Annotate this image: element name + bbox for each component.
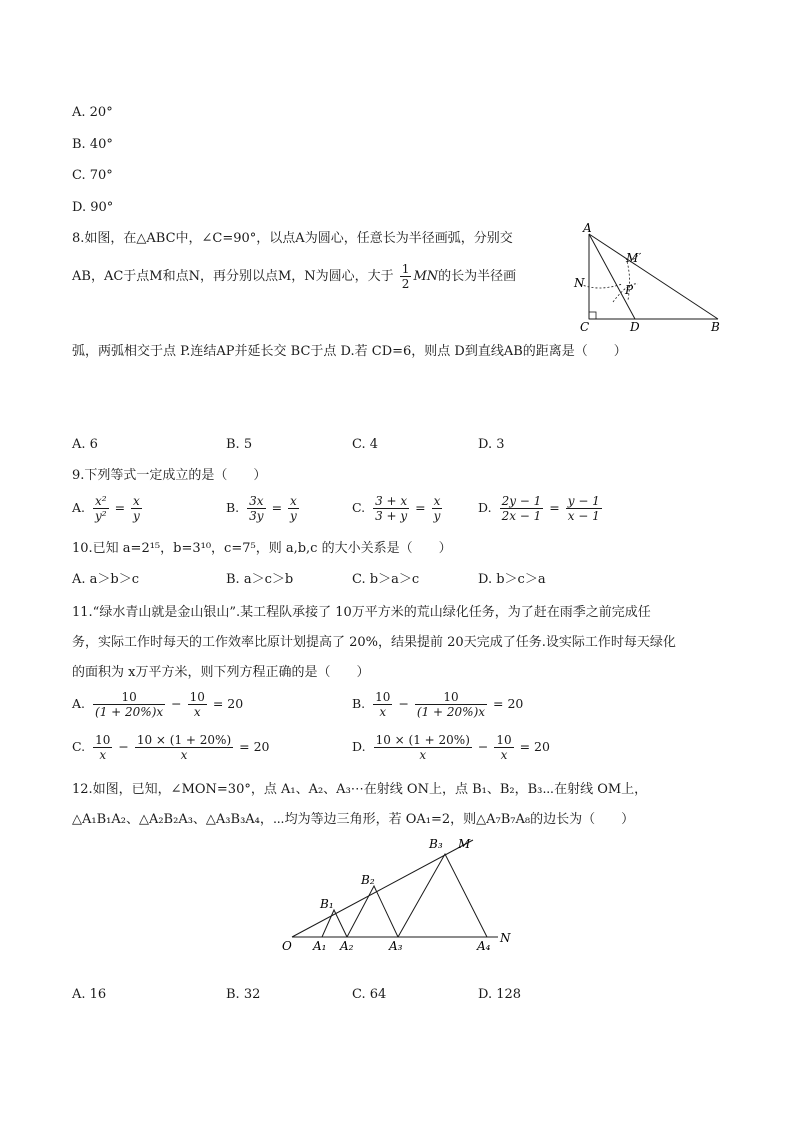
- q9-c-left: [373, 494, 409, 523]
- q9-a-right-den: y: [133, 509, 140, 523]
- q9-c-right-num: x: [433, 494, 441, 508]
- q9-b-left: [247, 494, 265, 523]
- q9-option-c: C. $\frac{3 + x}{3 + y}$ = $\frac{x}{y}$: [352, 494, 441, 523]
- q8-arc-n: [580, 284, 622, 288]
- q9-d-left-den: 2x − 1: [501, 509, 542, 523]
- q9-b-left-num: 3x: [247, 494, 265, 509]
- q11-option-a: [72, 690, 243, 719]
- q9-c-right-den: y: [433, 509, 441, 523]
- q12-label-a3: A₃: [389, 939, 403, 953]
- q11-d-label: D.: [352, 739, 366, 754]
- q8-side-ab: [589, 234, 718, 319]
- q11-b-label: B.: [352, 696, 366, 711]
- q11-c-f1-num: 10: [95, 733, 111, 747]
- q9-a-right: [131, 494, 142, 523]
- prev-option-a: A. 20°: [72, 105, 113, 120]
- q12-stem-line1: 12.如图，已知，∠MON=30°，点 A₁、A₂、A₃⋯在射线 ON上，点 B₁、B₂，B₃⋯在射线 OM上，: [72, 782, 648, 797]
- q12-stem-line2: △A₁B₁A₂、△A₂B₂A₃、△A₃B₃A₄，⋯均为等边三角形，若 OA₁=2，则△A₇B₇A₈的边长为（ ）: [72, 812, 635, 827]
- q9-a-left: [93, 494, 109, 523]
- q12-label-a4: A₄: [477, 939, 491, 953]
- q8-option-d: D. 3: [478, 437, 505, 452]
- q11-b-frac1: [373, 690, 392, 719]
- q9-option-b: B. $\frac{3x}{3y}$ = $\frac{x}{y}$: [226, 494, 297, 523]
- prev-option-c: C. 70°: [72, 168, 113, 183]
- q8-line-ad: [589, 234, 635, 319]
- q11-stem-line2: 务，实际工作时每天的工作效率比原计划提高了 20%，结果提前 20天完成了任务.设实际工作时每天绿化: [72, 635, 676, 650]
- q11-a-label: A.: [72, 696, 86, 711]
- q10-stem: 10.已知 a=2¹⁵，b=3¹⁰，c=7⁵，则 a,b,c 的大小关系是（ ）: [72, 541, 452, 556]
- q10-option-c: C. b＞a＞c: [352, 572, 420, 587]
- q10-option-d: D. b＞c＞a: [478, 572, 546, 587]
- q11-c-rhs: = 20: [239, 739, 270, 754]
- q11-c-f1-den: x: [99, 748, 107, 762]
- q8-frac-num: 1: [401, 262, 410, 276]
- q12-label-m: M: [458, 837, 471, 851]
- q12-label-o: O: [282, 939, 292, 953]
- q9-b-left-den: 3y: [249, 509, 264, 523]
- q8-label-b: B: [711, 320, 720, 334]
- q9-b-label: B.: [226, 500, 240, 515]
- q11-option-c: [72, 733, 269, 762]
- q11-a-rhs: = 20: [212, 696, 244, 711]
- q8-right-angle-mark: [589, 312, 596, 319]
- q9-option-d: D. $\frac{2y - 1}{2x - 1}$ = $\frac{y - 1}{x - 1}$: [478, 494, 600, 523]
- q11-a-op: −: [171, 696, 182, 711]
- q11-b-f2-den: (1 + 20%)x: [416, 705, 486, 719]
- q8-mn: MN: [413, 269, 439, 284]
- q9-a-right-num: x: [133, 494, 140, 508]
- q11-b-f1-num: 10: [375, 690, 391, 704]
- q8-stem-line2-a: AB，AC于点M和点N，再分别以点M，N为圆心，大于: [72, 269, 394, 284]
- q11-d-frac2: [494, 733, 513, 762]
- q8-option-b: B. 5: [226, 437, 253, 452]
- q11-b-frac2: [415, 690, 487, 719]
- q12-triangle-3: [398, 854, 487, 937]
- q11-d-f2-den: x: [500, 748, 508, 762]
- q9-a-left-den: y²: [95, 509, 107, 523]
- q12-label-b3: B₃: [429, 837, 443, 851]
- q11-option-d: [352, 733, 550, 762]
- q11-d-rhs: = 20: [519, 739, 550, 754]
- q11-c-op: −: [118, 739, 129, 754]
- q8-label-n: N: [574, 276, 585, 290]
- q11-a-f2-num: 10: [189, 690, 205, 704]
- q8-label-m: M: [626, 251, 639, 265]
- q8-triangle-figure: [568, 222, 728, 334]
- q9-c-left-num: 3 + x: [373, 494, 409, 509]
- q11-c-f2-den: x: [180, 748, 188, 762]
- q8-option-a: A. 6: [72, 437, 98, 452]
- q12-label-b1: B₁: [320, 897, 334, 911]
- q12-option-d: D. 128: [478, 987, 522, 1002]
- q9-b-right: [288, 494, 299, 523]
- q12-ray-om: [292, 840, 473, 937]
- q11-d-op: −: [477, 739, 489, 754]
- q11-a-frac1: [93, 690, 165, 719]
- q9-option-a: A. $\frac{\text{x²}}{\text{y²}}$ = $\frac{x}{y}$: [72, 494, 140, 523]
- q9-c-left-den: 3 + y: [375, 509, 408, 523]
- q11-a-frac2: [188, 690, 207, 719]
- q12-label-b2: B₂: [361, 873, 375, 887]
- q12-option-b: B. 32: [226, 987, 261, 1002]
- q11-c-label: C.: [72, 739, 86, 754]
- q11-c-f2-num: 10 × (1 + 20%): [136, 733, 232, 747]
- q11-a-f1-num: 10: [93, 690, 165, 705]
- q11-b-op: −: [398, 696, 409, 711]
- q11-option-b: [352, 690, 523, 719]
- q8-stem-line2: [72, 262, 516, 291]
- q11-d-f2-num: 10: [496, 733, 512, 747]
- q8-frac-den: 2: [401, 277, 410, 291]
- q9-d-right-num: y − 1: [567, 494, 600, 508]
- q10-option-a: A. a＞b＞c: [72, 572, 140, 587]
- prev-option-d: D. 90°: [72, 200, 114, 215]
- q9-a-label: A.: [72, 500, 86, 515]
- q11-d-f1-den: x: [419, 748, 427, 762]
- q9-d-left: [500, 494, 544, 523]
- q12-triangles-figure: [278, 832, 523, 956]
- q11-b-f2-num: 10: [415, 690, 487, 705]
- q8-stem-line2-b: 的长为半径画: [438, 269, 517, 284]
- q11-c-frac2: [135, 733, 233, 762]
- q9-b-right-den: y: [290, 509, 297, 523]
- q11-stem-line3: 的面积为 x万平方米，则下列方程正确的是（ ）: [72, 665, 370, 680]
- q11-c-frac1: [93, 733, 112, 762]
- q9-d-left-num: 2y − 1: [501, 494, 542, 508]
- q9-d-right-den: x − 1: [567, 509, 600, 523]
- q8-label-p: P: [625, 283, 634, 297]
- q9-a-left-num: x²: [93, 494, 109, 509]
- q8-stem-line1: 8.如图，在△ABC中，∠C=90°，以点A为圆心，任意长为半径画弧，分别交: [72, 231, 513, 246]
- q11-a-f1-den: (1 + 20%)x: [95, 705, 164, 719]
- q12-label-a1: A₁: [313, 939, 327, 953]
- q9-b-right-num: x: [290, 494, 297, 508]
- q11-b-f1-den: x: [379, 705, 387, 719]
- q10-option-b: B. a＞c＞b: [226, 572, 294, 587]
- q9-stem: 9.下列等式一定成立的是（ ）: [72, 468, 267, 483]
- q8-option-c: C. 4: [352, 437, 379, 452]
- q9-d-label: D.: [478, 500, 492, 515]
- q11-d-f1-num: 10 × (1 + 20%): [375, 733, 470, 747]
- q11-d-frac1: [374, 733, 472, 762]
- q8-label-a: A: [583, 222, 592, 235]
- q11-stem-line1: 11.“绿水青山就是金山银山”.某工程队承接了 10万平方米的荒山绿化任务，为了赶在雨季之前完成任: [72, 605, 651, 620]
- q8-half-fraction: [400, 262, 412, 291]
- q8-stem-line3: 弧，两弧相交于点 P.连结AP并延长交 BC于点 D.若 CD=6，则点 D到直线AB的距离是（ ）: [72, 344, 627, 359]
- q8-label-c: C: [580, 320, 590, 334]
- q12-label-n: N: [500, 931, 511, 945]
- q11-b-rhs: = 20: [493, 696, 524, 711]
- q11-a-f2-den: x: [193, 705, 201, 719]
- q12-option-a: A. 16: [72, 987, 107, 1002]
- q9-c-right: [432, 494, 443, 523]
- q9-c-label: C.: [352, 500, 366, 515]
- q9-d-right: [566, 494, 602, 523]
- q12-label-a2: A₂: [340, 939, 354, 953]
- prev-option-b: B. 40°: [72, 137, 113, 152]
- q12-option-c: C. 64: [352, 987, 387, 1002]
- q8-label-d: D: [630, 320, 640, 334]
